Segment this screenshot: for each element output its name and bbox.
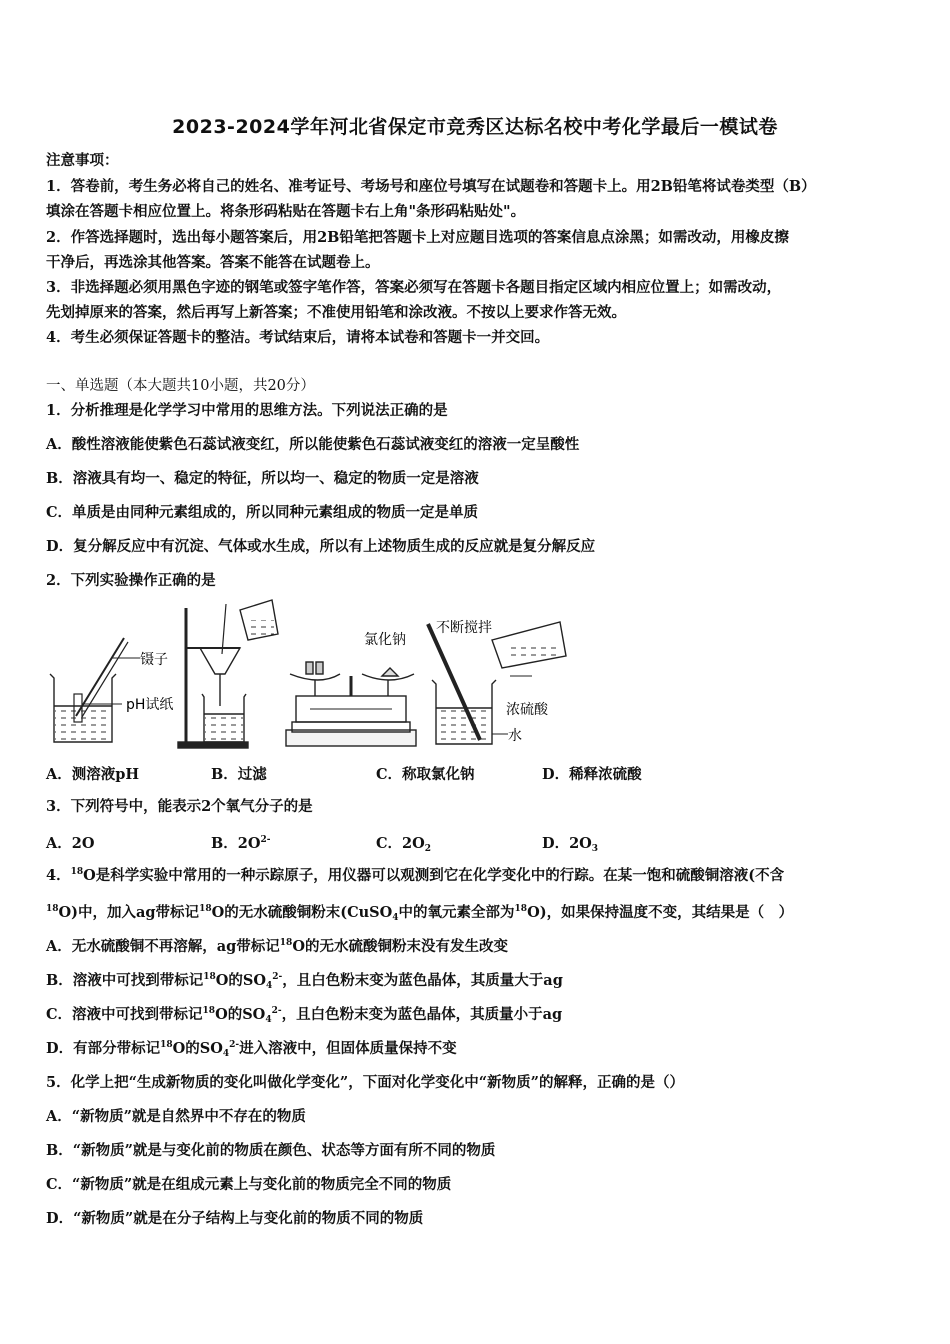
q4-option-d: D．有部分带标记$^{18}$O的$SO_4^{2-}$进入溶液中，但固体质量保持不变: [46, 1040, 457, 1059]
page-title: 2023-2024学年河北省保定市竞秀区达标名校中考化学最后一模试卷: [172, 116, 778, 138]
notice-line: 先划掉原来的答案，然后再写上新答案；不准使用铅笔和涂改液。不按以上要求作答无效。: [46, 304, 626, 321]
q5-option-d: D．“新物质”就是在分子结构上与变化前的物质不同的物质: [46, 1210, 424, 1227]
q3-options: [0, 832, 950, 852]
notice-line: 2．作答选择题时，选出每小题答案后，用2B铅笔把答题卡上对应题目选项的答案信息点涂黑；如需改动，用橡皮擦: [46, 229, 789, 246]
notice-line: 1．答卷前，考生务必将自己的姓名、准考证号、考场号和座位号填写在试题卷和答题卡上。用2B铅笔将试卷类型（B）: [46, 178, 816, 195]
label-nacl: 氯化钠: [364, 632, 406, 648]
balance-weighing: [286, 662, 416, 746]
q3-option-d: D．$2O_3$: [542, 835, 599, 854]
q2-option-d: D．稀释浓硫酸: [542, 766, 642, 783]
q5-option-a: A．“新物质”就是自然界中不存在的物质: [46, 1108, 306, 1125]
label-tweezers: 镊子: [140, 652, 168, 668]
label-water: 水: [508, 728, 522, 744]
q2-option-a: A．测溶液pH: [46, 766, 140, 783]
q1-option-a: A．酸性溶液能使紫色石蕊试液变红，所以能使紫色石蕊试液变红的溶液一定呈酸性: [46, 436, 580, 453]
q3-stem: 3．下列符号中，能表示2个氧气分子的是: [46, 798, 313, 815]
q1-option-d: D．复分解反应中有沉淀、气体或水生成，所以有上述物质生成的反应就是复分解反应: [46, 538, 596, 555]
notice-heading: 注意事项：: [46, 152, 119, 169]
label-ph-paper: pH试纸: [126, 697, 174, 713]
notice-line: 干净后，再选涂其他答案。答案不能答在试题卷上。: [46, 254, 380, 271]
notice-line: 填涂在答题卡相应位置上。将条形码粘贴在答题卡右上角"条形码粘贴处"。: [46, 203, 526, 220]
filtration-setup: [178, 600, 278, 748]
q5-option-b: B．“新物质”就是与变化前的物质在颜色、状态等方面有所不同的物质: [46, 1142, 496, 1159]
q4-option-b: B．溶液中可找到带标记$^{18}$O的$SO_4^{2-}$，且白色粉末变为蓝色晶体，其质量大于ag: [46, 972, 563, 991]
dilute-acid-setup: [428, 622, 566, 744]
q1-option-c: C．单质是由同种元素组成的，所以同种元素组成的物质一定是单质: [46, 504, 479, 521]
beaker-ph-test: [50, 638, 140, 742]
q2-stem: 2．下列实验操作正确的是: [46, 572, 216, 589]
q4-option-a: A．无水硫酸铜不再溶解，ag带标记$^{18}$O的无水硫酸铜粉末没有发生改变: [46, 938, 508, 955]
q2-option-b: B．过滤: [211, 766, 267, 783]
q3-option-b: B．$2O^{2-}$: [211, 835, 271, 852]
section-heading: 一、单选题（本大题共10小题，共20分）: [46, 378, 315, 394]
label-stir: 不断搅拌: [436, 620, 492, 636]
q5-stem: 5．化学上把“生成新物质的变化叫做化学变化”，下面对化学变化中“新物质”的解释，正确的是（）: [46, 1074, 684, 1091]
q3-option-c: C．$2O_2$: [376, 835, 432, 854]
lab-operations-diagram: [40, 596, 600, 756]
q1-option-b: B．溶液具有均一、稳定的特征，所以均一、稳定的物质一定是溶液: [46, 470, 479, 487]
q3-option-a: A．2O: [46, 835, 95, 852]
notice-line: 4．考生必须保证答题卡的整洁。考试结束后，请将本试卷和答题卡一并交回。: [46, 329, 550, 346]
q4-option-c: C．溶液中可找到带标记$^{18}$O的$SO_4^{2-}$，且白色粉末变为蓝色晶体，其质量小于ag: [46, 1006, 563, 1025]
q1-stem: 1．分析推理是化学学习中常用的思维方法。下列说法正确的是: [46, 402, 448, 419]
q2-options: [0, 763, 950, 783]
label-acid: 浓硫酸: [506, 702, 548, 718]
q5-option-c: C．“新物质”就是在组成元素上与变化前的物质完全不同的物质: [46, 1176, 452, 1193]
q2-option-c: C．称取氯化钠: [376, 766, 475, 783]
notice-line: 3．非选择题必须用黑色字迹的钢笔或签字笔作答，答案必须写在答题卡各题目指定区域内相应位置上；如需改动，: [46, 279, 782, 296]
q4-stem-line2: $^{18}$O)中，加入ag带标记$^{18}$O的无水硫酸铜粉末(CuSO$_4$中的氧元素全部为$^{18}$O)，如果保持温度不变，其结果是（ ）: [46, 904, 794, 923]
q4-stem-line1: 4．$^{18}$O是科学实验中常用的一种示踪原子，用仪器可以观测到它在化学变化中的行踪。在某一饱和硫酸铜溶液(不含: [46, 867, 785, 884]
